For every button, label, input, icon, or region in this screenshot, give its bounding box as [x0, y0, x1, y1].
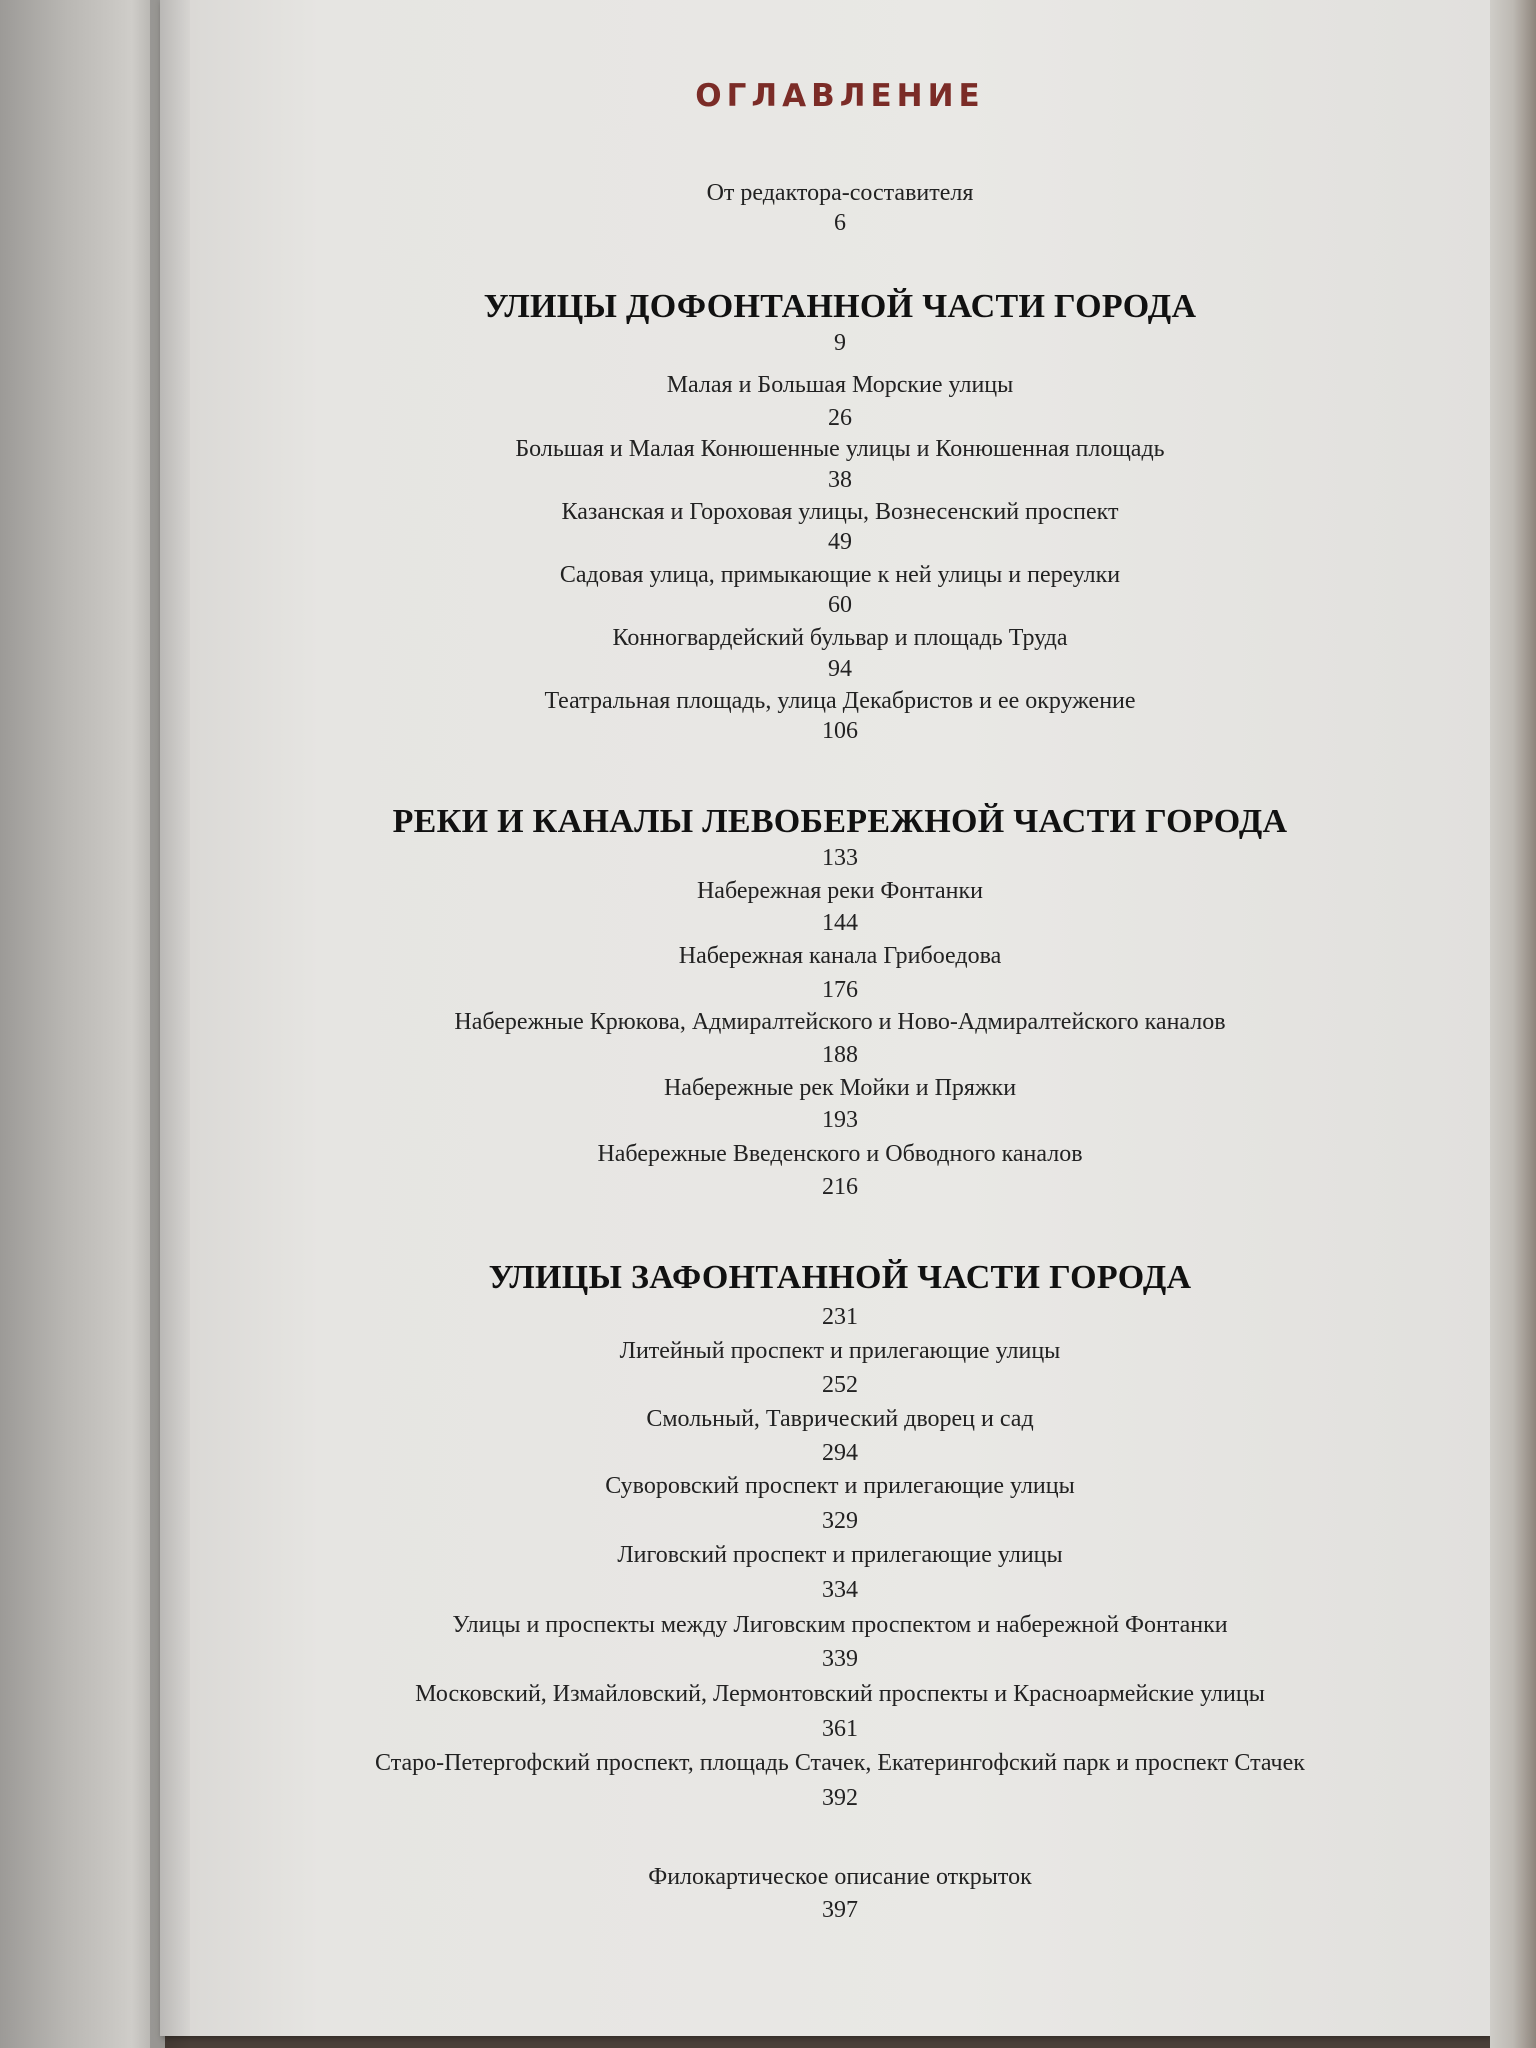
toc-page: 94 — [828, 656, 852, 682]
toc-entry: Улицы и проспекты между Лиговским проспектом и набережной Фонтанки — [452, 1612, 1228, 1638]
toc-page: 294 — [822, 1440, 858, 1466]
section-title-3: УЛИЦЫ ЗАФОНТАННОЙ ЧАСТИ ГОРОДА — [488, 1259, 1192, 1296]
section-page-1: 9 — [834, 330, 846, 356]
toc-entry: Набережные рек Мойки и Пряжки — [663, 1075, 1017, 1101]
toc-page: 329 — [822, 1508, 858, 1534]
toc-heading: ОГЛАВЛЕНИЕ — [695, 78, 985, 114]
toc-page: 188 — [822, 1042, 858, 1068]
toc-page: 49 — [828, 529, 852, 555]
toc-page: 361 — [822, 1716, 858, 1742]
toc-page: 392 — [822, 1785, 858, 1811]
toc-page: 26 — [828, 405, 852, 431]
toc-entry: Старо-Петергофский проспект, площадь Стачек, Екатерингофский парк и проспект Стачек — [375, 1750, 1305, 1776]
toc-entry: Казанская и Гороховая улицы, Вознесенский проспект — [561, 499, 1119, 525]
toc-page: 339 — [822, 1646, 858, 1672]
toc-page: 334 — [822, 1577, 858, 1603]
toc-entry: Смольный, Таврический дворец и сад — [646, 1406, 1034, 1432]
section-title-1: УЛИЦЫ ДОФОНТАННОЙ ЧАСТИ ГОРОДА — [483, 288, 1197, 325]
section-title-2: РЕКИ И КАНАЛЫ ЛЕВОБЕРЕЖНОЙ ЧАСТИ ГОРОДА — [392, 803, 1288, 840]
section-page-3: 231 — [822, 1304, 858, 1330]
toc-page: 60 — [828, 592, 852, 618]
toc-entry: Набережные Крюкова, Адмиралтейского и Ново-Адмиралтейского каналов — [454, 1009, 1226, 1035]
toc-page: 106 — [822, 718, 858, 744]
toc-entry: Набережные Введенского и Обводного каналов — [597, 1141, 1083, 1167]
section-page-2: 133 — [822, 845, 858, 871]
toc-entry: Малая и Большая Морские улицы — [666, 372, 1014, 398]
toc-page-outro: 397 — [822, 1897, 858, 1923]
toc-page: 216 — [822, 1174, 858, 1200]
left-page-edge — [0, 0, 165, 2048]
toc-entry: Театральная площадь, улица Декабристов и ее окружение — [544, 688, 1136, 714]
toc-entry-outro: Филокартическое описание открыток — [648, 1864, 1032, 1890]
toc-entry: Лиговский проспект и прилегающие улицы — [617, 1542, 1063, 1568]
toc-entry: Литейный проспект и прилегающие улицы — [619, 1338, 1061, 1364]
toc-page: 38 — [828, 467, 852, 493]
toc-entry: Набережная реки Фонтанки — [696, 878, 984, 904]
toc-entry: Суворовский проспект и прилегающие улицы — [605, 1473, 1075, 1499]
toc-page: 144 — [822, 910, 858, 936]
toc-entry: Большая и Малая Конюшенные улицы и Конюшенная площадь — [515, 436, 1165, 462]
toc-entry-intro: От редактора-составителя — [706, 180, 974, 206]
toc-page: 252 — [822, 1372, 858, 1398]
toc-entry: Конногвардейский бульвар и площадь Труда — [612, 625, 1068, 651]
toc-page: 193 — [822, 1107, 858, 1133]
toc-entry: Садовая улица, примыкающие к ней улицы и переулки — [559, 562, 1121, 588]
toc-entry: Набережная канала Грибоедова — [678, 943, 1002, 969]
toc-page-intro: 6 — [834, 210, 846, 236]
toc-page: 176 — [822, 977, 858, 1003]
toc-entry: Московский, Измайловский, Лермонтовский проспекты и Красноармейские улицы — [415, 1681, 1265, 1707]
